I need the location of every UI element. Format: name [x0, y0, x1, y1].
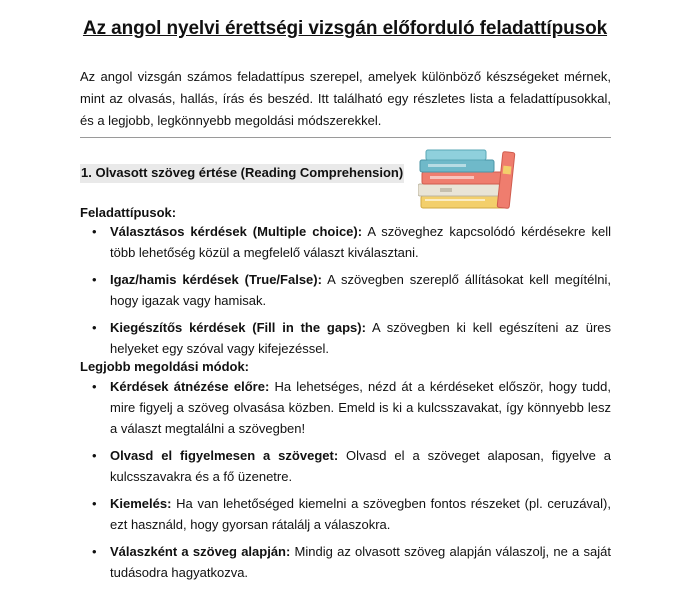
horizontal-divider	[80, 137, 611, 138]
list-item-term: Válaszként a szöveg alapján:	[110, 544, 291, 559]
section-heading-reading: 1. Olvasott szöveg értése (Reading Comprehension)	[80, 164, 404, 183]
list-item-text: Ha lehetséges, nézd át a kérdéseket először, hogy tudd, mire figyelj a szöveg olvasása közben. Emeld is ki a kulcsszavakat, így könnyebb lesz a választ megtalálni a szövegben!	[110, 379, 611, 436]
intro-paragraph: Az angol vizsgán számos feladattípus szerepel, amelyek különböző készségeket mérnek, mint az olvasás, hallás, írás és beszéd. Itt található egy részletes lista a feladattípusokkal, és a legjobb, legkönnyebb megoldási módszerekkel.	[80, 69, 611, 128]
list-item	[80, 221, 611, 263]
document-title: Az angol nyelvi érettségi vizsgán előforduló feladattípusok	[82, 18, 608, 39]
list-item-term: Igaz/hamis kérdések (True/False):	[110, 272, 322, 287]
list-item-term: Kérdések átnézése előre:	[110, 379, 270, 394]
list-item	[80, 376, 611, 439]
list-item-text: A szövegben szereplő állításokat kell megítélni, hogy igazak vagy hamisak.	[110, 272, 611, 308]
list-item-text: A szövegben ki kell egészíteni az üres helyeket egy szóval vagy kifejezéssel.	[110, 320, 611, 356]
list-item-text: A szöveghez kapcsolódó kérdésekre kell több lehetőség közül a megfelelő választ kiválasztani.	[110, 224, 611, 260]
list-item-term: Olvasd el figyelmesen a szöveget:	[110, 448, 339, 463]
list-item-term: Választásos kérdések (Multiple choice):	[110, 224, 363, 239]
tasks-heading: Feladattípusok:	[80, 205, 177, 220]
stacked-books-icon	[418, 148, 528, 212]
methods-list	[80, 376, 611, 589]
list-item	[80, 317, 611, 359]
list-item	[80, 493, 611, 535]
list-item-text: Ha van lehetőséged kiemelni a szövegben fontos részeket (pl. ceruzával), ezt használd, hogy gyorsan rátalálj a válaszokra.	[110, 496, 611, 532]
methods-heading: Legjobb megoldási módok:	[80, 359, 250, 374]
list-item-term: Kiemelés:	[110, 496, 172, 511]
list-item	[80, 445, 611, 487]
task-types-list	[80, 221, 611, 365]
list-item	[80, 541, 611, 583]
list-item-text: Olvasd el a szöveget alaposan, figyelve a kulcsszavakra és a fő üzenetre.	[110, 448, 612, 484]
list-item-text: Mindig az olvasott szöveg alapján válaszolj, ne a saját tudásodra hagyatkozva.	[110, 544, 611, 580]
list-item-term: Kiegészítős kérdések (Fill in the gaps):	[110, 320, 366, 335]
list-item	[80, 269, 611, 311]
